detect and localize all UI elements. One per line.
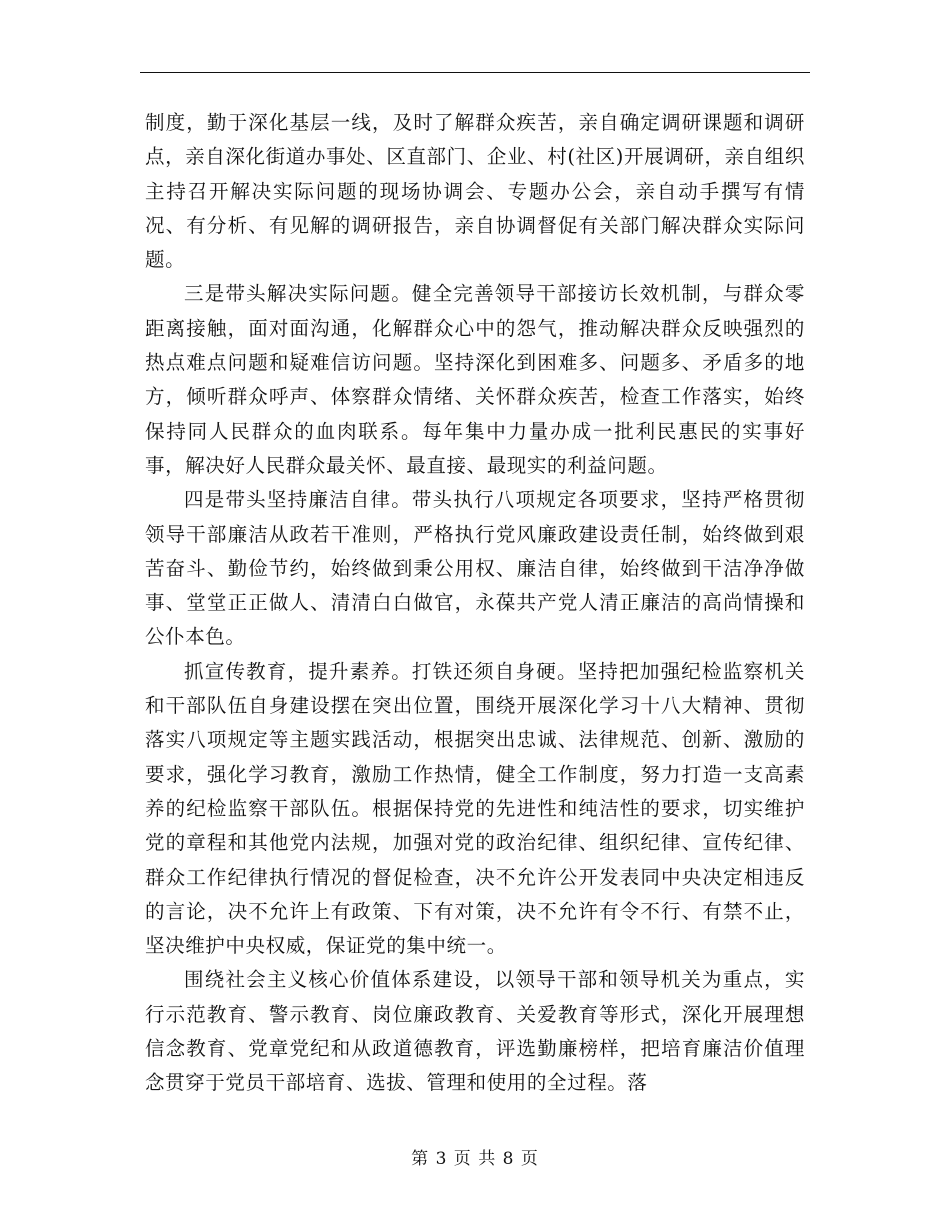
page-number-footer: 第 3 页 共 8 页 bbox=[411, 1149, 539, 1169]
paragraph-core-values: 围绕社会主义核心价值体系建设，以领导干部和领导机关为重点，实行示范教育、警示教育、岗位廉政教育、关爱教育等形式，深化开展理想信念教育、党章党纪和从政道德教育，评选勤廉榜样，把培育廉洁价值理念贯穿于党员干部培育、选拔、管理和使用的全过程。落 bbox=[145, 968, 805, 1095]
header-rule bbox=[140, 72, 810, 73]
document-body bbox=[145, 106, 805, 1101]
paragraph-education: 抓宣传教育，提升素养。打铁还须自身硬。坚持把加强纪检监察机关和干部队伍自身建设摆在突出位置，围绕开展深化学习十八大精神、贯彻落实八项规定等主题实践活动，根据突出忠诚、法律规范、创新、激励的要求，强化学习教育，激励工作热情，健全工作制度，努力打造一支高素养的纪检监察干部队伍。根据保持党的先进性和纯洁性的要求，切实维护党的章程和其他党内法规，加强对党的政治纪律、组织纪律、宣传纪律、群众工作纪律执行情况的督促检查，决不允许公开发表同中央决定相违反的言论，决不允许上有政策、下有对策，决不允许有令不行、有禁不止，坚决维护中央权威，保证党的集中统一。 bbox=[145, 659, 805, 958]
paragraph-solve-problems: 三是带头解决实际问题。健全完善领导干部接访长效机制，与群众零距离接触，面对面沟通，化解群众心中的怨气，推动解决群众反映强烈的热点难点问题和疑难信访问题。坚持深化到困难多、问题多、矛盾多的地方，倾听群众呼声、体察群众情绪、关怀群众疾苦，检查工作落实，始终保持同人民群众的血肉联系。每年集中力量办成一批利民惠民的实事好事，解决好人民群众最关怀、最直接、最现实的利益问题。 bbox=[145, 282, 805, 477]
paragraph-continued: 制度，勤于深化基层一线，及时了解群众疾苦，亲自确定调研课题和调研点，亲自深化街道办事处、区直部门、企业、村(社区)开展调研，亲自组织主持召开解决实际问题的现场协调会、专题办公会，亲自动手撰写有情况、有分析、有见解的调研报告，亲自协调督促有关部门解决群众实际问题。 bbox=[145, 111, 805, 272]
paragraph-integrity: 四是带头坚持廉洁自律。带头执行八项规定各项要求，坚持严格贯彻领导干部廉洁从政若干准则，严格执行党风廉政建设责任制，始终做到艰苦奋斗、勤俭节约，始终做到秉公用权、廉洁自律，始终做到干洁净净做事、堂堂正正做人、清清白白做官，永葆共产党人清正廉洁的高尚情操和公仆本色。 bbox=[145, 488, 805, 649]
